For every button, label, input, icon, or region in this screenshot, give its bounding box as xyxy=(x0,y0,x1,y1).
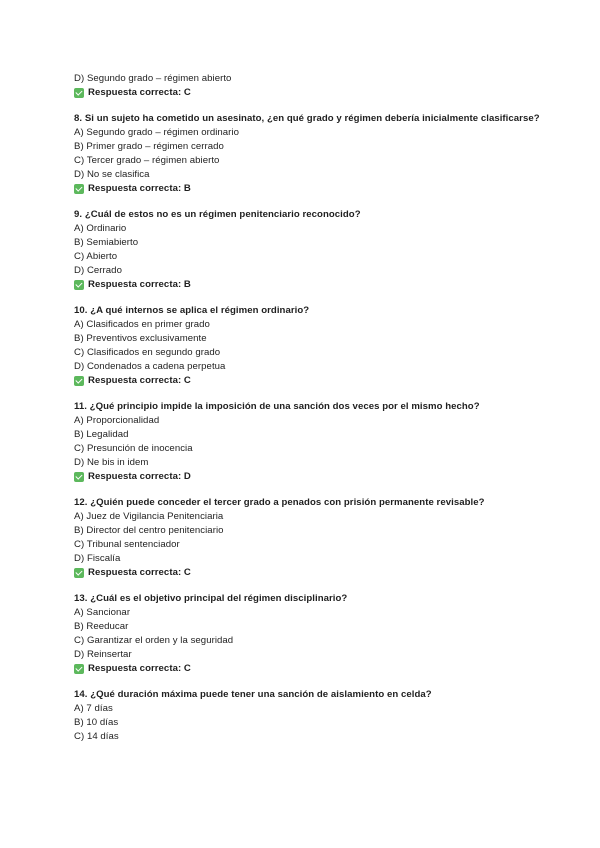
question-10-title: 10. ¿A qué internos se aplica el régimen ordinario? xyxy=(74,305,310,316)
option: B) Reeducar xyxy=(74,621,129,632)
option: D) No se clasifica xyxy=(74,169,150,180)
answer-text: Respuesta correcta: C xyxy=(88,663,191,674)
option: C) Presunción de inocencia xyxy=(74,443,193,454)
answer-text: Respuesta correcta: B xyxy=(88,183,191,194)
answer-10 xyxy=(74,374,574,388)
question-block-11 xyxy=(74,400,574,484)
option: A) Proporcionalidad xyxy=(74,415,160,426)
option: B) Primer grado – régimen cerrado xyxy=(74,141,224,152)
option: B) Legalidad xyxy=(74,429,129,440)
question-block-9 xyxy=(74,208,574,292)
option: D) Ne bis in idem xyxy=(74,457,149,468)
option: B) Semiabierto xyxy=(74,237,139,248)
question-block-8 xyxy=(74,112,574,196)
option: A) 7 días xyxy=(74,703,113,714)
check-mark-icon xyxy=(74,376,84,386)
answer-13 xyxy=(74,662,574,676)
option: A) Sancionar xyxy=(74,607,131,618)
question-block-14 xyxy=(74,688,574,744)
answer-11 xyxy=(74,470,574,484)
option: C) Abierto xyxy=(74,251,118,262)
option: A) Ordinario xyxy=(74,223,127,234)
check-mark-icon xyxy=(74,568,84,578)
answer-12 xyxy=(74,566,574,580)
option: B) Director del centro penitenciario xyxy=(74,525,224,536)
option: C) Clasificados en segundo grado xyxy=(74,347,221,358)
option: B) 10 días xyxy=(74,717,119,728)
option: D) Cerrado xyxy=(74,265,122,276)
option: D) Reinsertar xyxy=(74,649,132,660)
answer-text: Respuesta correcta: D xyxy=(88,471,191,482)
question-12-title: 12. ¿Quién puede conceder el tercer grado a penados con prisión permanente revisable? xyxy=(74,497,485,508)
check-mark-icon xyxy=(74,664,84,674)
answer-text: Respuesta correcta: B xyxy=(88,279,191,290)
option: D) Fiscalía xyxy=(74,553,121,564)
question-block-12 xyxy=(74,496,574,580)
answer-8 xyxy=(74,182,574,196)
answer-text: Respuesta correcta: C xyxy=(88,87,191,98)
option: A) Clasificados en primer grado xyxy=(74,319,210,330)
answer-text: Respuesta correcta: C xyxy=(88,375,191,386)
option: C) Garantizar el orden y la seguridad xyxy=(74,635,234,646)
document-page xyxy=(74,72,574,744)
option-top-d: D) Segundo grado – régimen abierto xyxy=(74,73,232,84)
check-mark-icon xyxy=(74,184,84,194)
question-9-title: 9. ¿Cuál de estos no es un régimen penitenciario reconocido? xyxy=(74,209,361,220)
answer-9 xyxy=(74,278,574,292)
option: A) Juez de Vigilancia Penitenciaria xyxy=(74,511,224,522)
check-mark-icon xyxy=(74,280,84,290)
question-block-13 xyxy=(74,592,574,676)
question-8-title: 8. Si un sujeto ha cometido un asesinato, ¿en qué grado y régimen debería inicialmente clasificarse? xyxy=(74,113,540,124)
option: C) Tercer grado – régimen abierto xyxy=(74,155,220,166)
question-block-10 xyxy=(74,304,574,388)
option: C) 14 días xyxy=(74,731,119,742)
answer-text: Respuesta correcta: C xyxy=(88,567,191,578)
check-mark-icon xyxy=(74,88,84,98)
option: D) Condenados a cadena perpetua xyxy=(74,361,226,372)
check-mark-icon xyxy=(74,472,84,482)
question-11-title: 11. ¿Qué principio impide la imposición de una sanción dos veces por el mismo hecho? xyxy=(74,401,480,412)
option: B) Preventivos exclusivamente xyxy=(74,333,207,344)
option: A) Segundo grado – régimen ordinario xyxy=(74,127,239,138)
option: C) Tribunal sentenciador xyxy=(74,539,180,550)
question-14-title: 14. ¿Qué duración máxima puede tener una sanción de aislamiento en celda? xyxy=(74,689,432,700)
answer-top xyxy=(74,86,574,100)
question-13-title: 13. ¿Cuál es el objetivo principal del régimen disciplinario? xyxy=(74,593,348,604)
